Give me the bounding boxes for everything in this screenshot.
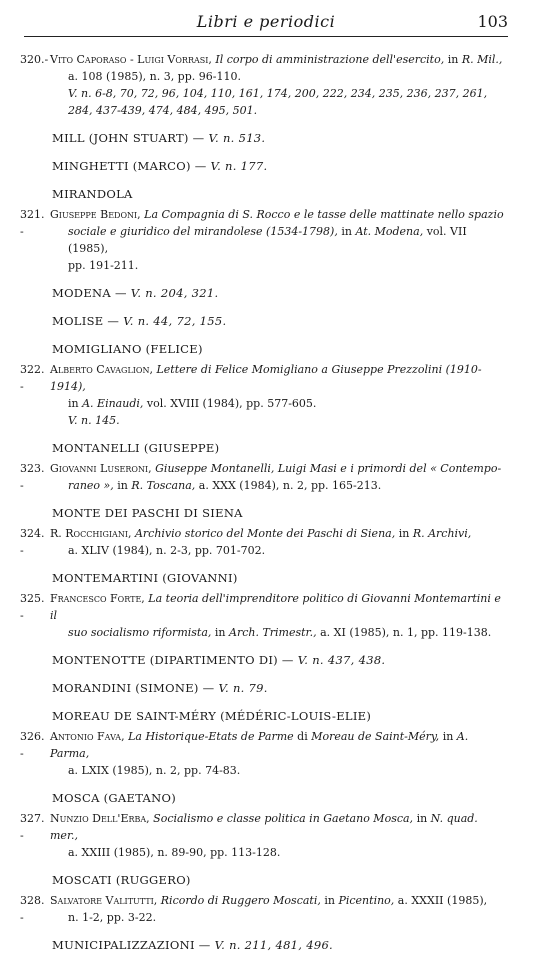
heading-name: MOSCATI (RUGGERO) [52, 873, 191, 887]
entry-author: Giovanni Luseroni, [50, 462, 152, 475]
entry-number: 321. - [20, 208, 45, 238]
entry-continuation [50, 477, 508, 494]
entry-author: Antonio Fava, [50, 730, 125, 743]
entry-author: Vito Caporaso - Luigi Vorrasi, [50, 53, 212, 66]
entry-number: 324. - [20, 527, 45, 557]
subject-heading-montemartini [52, 570, 508, 587]
entry-title: La Compagnia di S. Rocco e le tasse delle mattinate nello spazio [144, 208, 504, 221]
entry-author: Alberto Cavaglion, [50, 363, 153, 376]
entry-author: Salvatore Valitutti, [50, 894, 158, 907]
entry-number: 323. - [20, 462, 45, 492]
entry-title-connector: di [297, 730, 308, 743]
entry-details: a. XLIV (1984), n. 2-3, pp. 701-702. [68, 544, 266, 557]
entry-in: in [117, 479, 128, 492]
entry-source: A. Einaudi, [82, 397, 144, 410]
entry-title: Il corpo di amministrazione dell'esercito, [215, 53, 445, 66]
entry-source: R. Archivi, [412, 527, 472, 540]
entry-in: in [398, 527, 410, 540]
subject-heading-monte-dei-paschi [52, 505, 508, 522]
entry-continuation [50, 624, 508, 641]
subject-heading-mosca [52, 790, 508, 807]
page-number: 103 [477, 12, 508, 31]
entry-text [50, 590, 508, 641]
entry-in: in [416, 812, 428, 825]
heading-name: MOREAU DE SAINT-MÉRY (MÉDÉRIC-LOUIS-ELIE) [52, 709, 372, 723]
entry-320 [20, 51, 508, 119]
heading-xref: V. n. 44, 72, 155. [123, 314, 227, 328]
subject-heading-momigliano [52, 341, 508, 358]
entry-title: Socialismo e classe politica in Gaetano Mosca, [153, 812, 414, 825]
subject-heading-moreau [52, 708, 508, 725]
subject-heading-montanelli [52, 440, 508, 457]
heading-xref: V. n. 204, 321. [130, 286, 219, 300]
heading-xref: V. n. 79. [218, 681, 268, 695]
entry-title: La teoria dell'imprenditore politico di Giovanni Montemartini e il [50, 592, 501, 622]
entry-number: 322. - [20, 363, 45, 393]
entry-number: 327. - [20, 812, 45, 842]
heading-name: MONTANELLI (GIUSEPPE) [52, 441, 220, 455]
entry-source: R. Toscana, [131, 479, 196, 492]
subject-heading-modena [52, 285, 508, 302]
entry-title-cont: sociale e giuridico del mirandolese (1534-1798), [68, 225, 338, 238]
subject-heading-montenotte [52, 652, 508, 669]
entry-323 [20, 460, 508, 494]
entry-text [50, 460, 508, 494]
entry-details: vol. VII (1985), [68, 225, 467, 255]
entry-322 [20, 361, 508, 429]
entry-continuation [50, 395, 508, 412]
entry-title: Giuseppe Montanelli, Luigi Masi e i primordi del « Contempo- [155, 462, 502, 475]
entry-source: R. Mil., [461, 53, 503, 66]
entry-number: 328. - [20, 894, 45, 924]
heading-name: MUNICIPALIZZAZIONI — [52, 938, 211, 952]
heading-name: MOSCA (GAETANO) [52, 791, 177, 805]
entry-in: in [447, 53, 459, 66]
entry-326 [20, 728, 508, 779]
entry-text [50, 361, 508, 429]
subject-heading-minghetti [52, 158, 508, 175]
subject-heading-molise [52, 313, 508, 330]
entry-title: Ricordo di Ruggero Moscati, [160, 894, 321, 907]
entry-details: a. LXIX (1985), n. 2, pp. 74-83. [68, 764, 241, 777]
entry-xref-2: 284, 437-439, 474, 484, 495, 501. [68, 104, 258, 117]
entry-pages: pp. 191-211. [68, 259, 139, 272]
heading-xref: V. n. 211, 481, 496. [214, 938, 334, 952]
heading-name: MILL (JOHN STUART) — [52, 131, 205, 145]
heading-xref: V. n. 177. [210, 159, 268, 173]
entry-in: in [341, 225, 352, 238]
heading-name: MIRANDOLA [52, 187, 133, 201]
subject-heading-municipalizzazioni [52, 937, 508, 954]
entry-title-b: Moreau de Saint-Méry, [311, 730, 440, 743]
entry-321 [20, 206, 508, 274]
entry-328 [20, 892, 508, 926]
heading-name: MOMIGLIANO (FELICE) [52, 342, 203, 356]
entry-in: in [442, 730, 454, 743]
subject-heading-mirandola [52, 186, 508, 203]
entry-text [50, 525, 508, 559]
heading-name: MINGHETTI (MARCO) — [52, 159, 207, 173]
entry-xref: V. n. 6-8, 70, 72, 96, 104, 110, 161, 174, 200, 222, 234, 235, 236, 237, 261, [68, 87, 488, 100]
entry-source: N. quad. mer., [50, 812, 478, 842]
entry-pages: n. 1-2, pp. 3-22. [68, 911, 157, 924]
entry-in: in [214, 626, 226, 639]
entry-author: Giuseppe Bedoni, [50, 208, 141, 221]
subject-heading-moscati [52, 872, 508, 889]
entry-in: in [68, 397, 79, 410]
entry-number: 325. - [20, 592, 45, 622]
entry-title-cont: suo socialismo riformista, [68, 626, 212, 639]
heading-name: MORANDINI (SIMONE) — [52, 681, 215, 695]
entry-author: Francesco Forte, [50, 592, 145, 605]
subject-heading-mill [52, 130, 508, 147]
entry-details: a. XXX (1984), n. 2, pp. 165-213. [198, 479, 382, 492]
entry-text [50, 892, 508, 926]
entry-text [50, 206, 508, 274]
entry-source: A. Parma, [50, 730, 469, 760]
page-body [20, 48, 508, 956]
entry-details: a. XXIII (1985), n. 89-90, pp. 113-128. [68, 846, 281, 859]
heading-name: MONTEMARTINI (GIOVANNI) [52, 571, 238, 585]
entry-details: a. XI (1985), n. 1, pp. 119-138. [320, 626, 492, 639]
heading-xref: V. n. 513. [208, 131, 266, 145]
entry-author: R. Rocchigiani, [50, 527, 132, 540]
entry-details: a. 108 (1985), n. 3, pp. 96-110. [68, 70, 241, 83]
running-title: Libri e periodici [196, 12, 336, 31]
subject-heading-morandini [52, 680, 508, 697]
entry-details: vol. XVIII (1984), pp. 577-605. [146, 397, 317, 410]
entry-title: La Historique-Etats de Parme [128, 730, 294, 743]
entry-title: Lettere di Felice Momigliano a Giuseppe Prezzolini (1910-1914), [50, 363, 482, 393]
heading-xref: V. n. 437, 438. [297, 653, 386, 667]
entry-text [50, 810, 508, 861]
entry-continuation [50, 223, 508, 257]
entry-details: a. XXXII (1985), [397, 894, 488, 907]
entry-xref: V. n. 145. [68, 414, 120, 427]
entry-number: 326. - [20, 730, 45, 760]
entry-324 [20, 525, 508, 559]
entry-327 [20, 810, 508, 861]
entry-source: Arch. Trimestr., [229, 626, 317, 639]
heading-name: MONTENOTTE (DIPARTIMENTO DI) — [52, 653, 294, 667]
entry-title: Archivio storico del Monte dei Paschi di Siena, [134, 527, 396, 540]
entry-author: Nunzio Dell'Erba, [50, 812, 150, 825]
entry-in: in [324, 894, 335, 907]
heading-name: MONTE DEI PASCHI DI SIENA [52, 506, 243, 520]
entry-source: Picentino, [338, 894, 395, 907]
entry-source: At. Modena, [355, 225, 424, 238]
heading-name: MOLISE — [52, 314, 120, 328]
heading-name: MODENA — [52, 286, 127, 300]
entry-text [50, 51, 508, 119]
entry-number: 320.- [20, 53, 49, 66]
running-header [24, 8, 508, 37]
entry-text [50, 728, 508, 779]
entry-325 [20, 590, 508, 641]
entry-title-cont: raneo », [68, 479, 114, 492]
